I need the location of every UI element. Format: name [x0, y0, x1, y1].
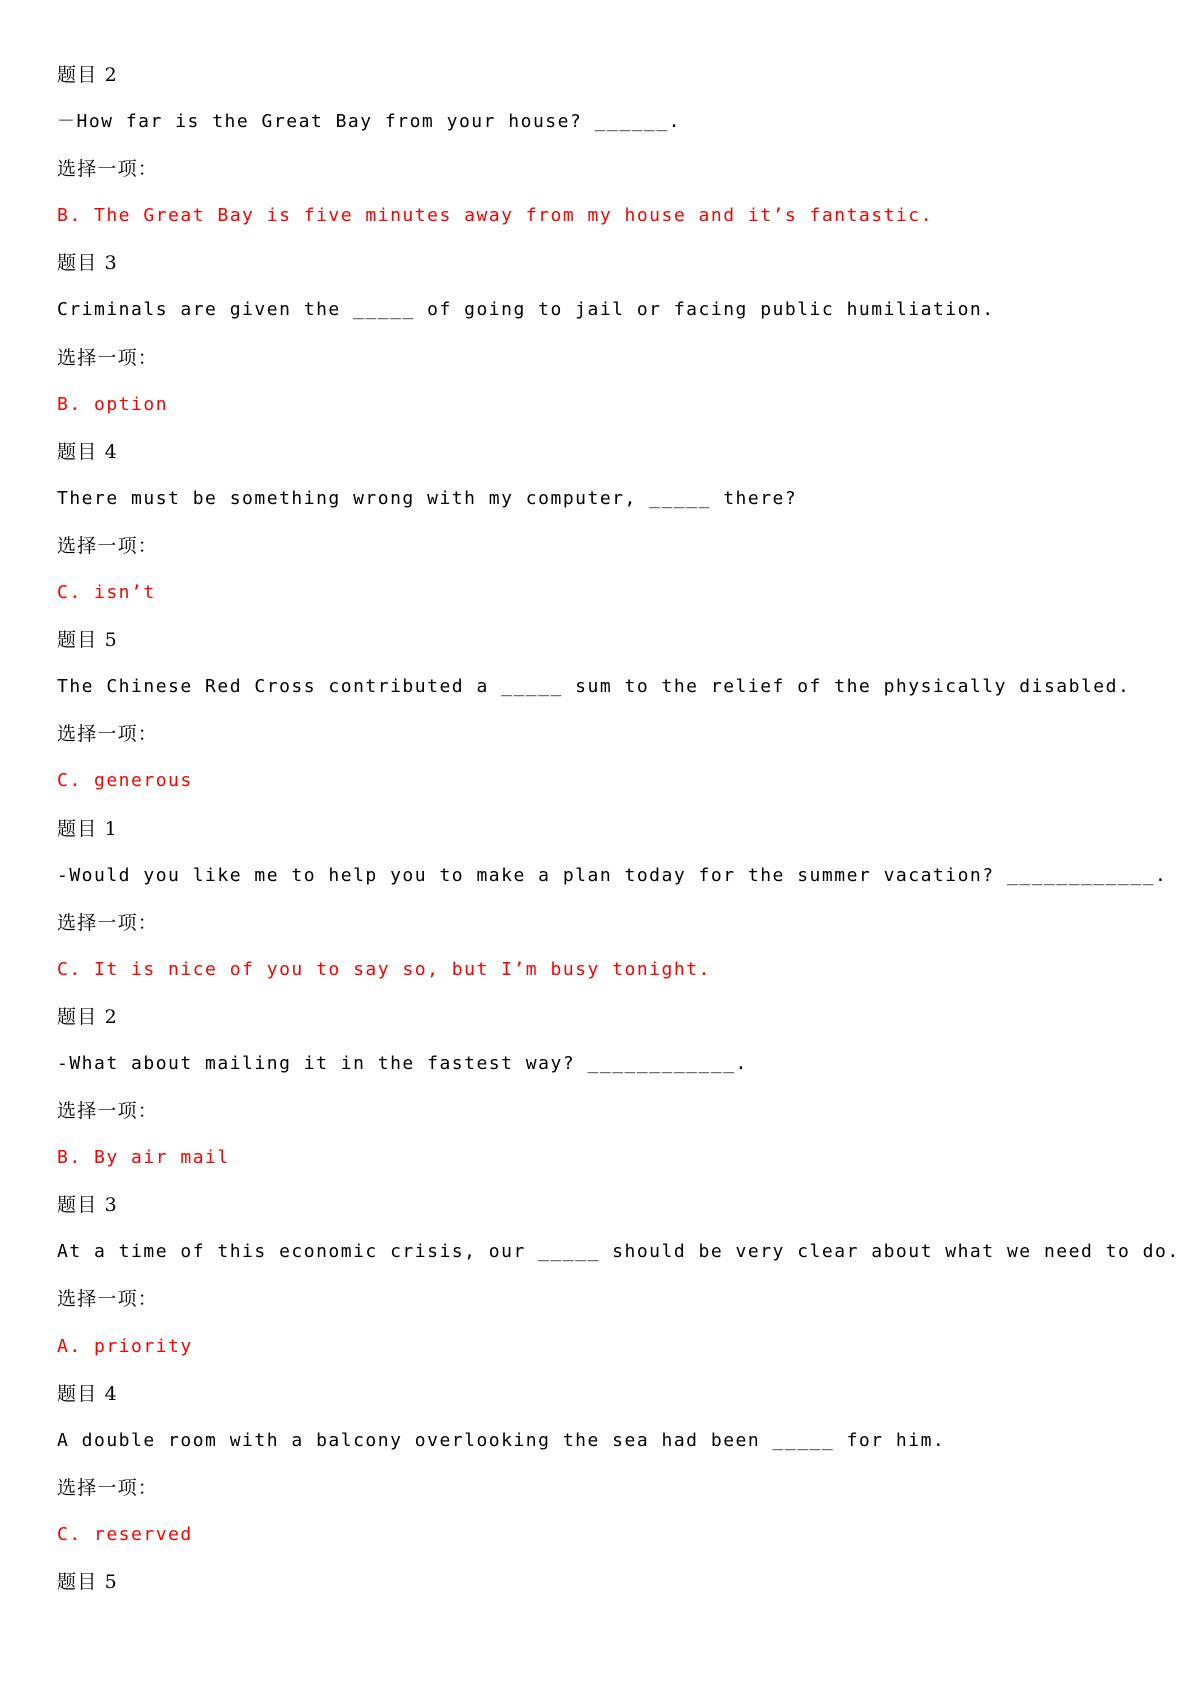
question-title: 题目 4	[57, 1382, 118, 1405]
question-stem: -Would you like me to help you to make a plan today for the summer vacation? ____________.	[57, 864, 1168, 886]
question-block	[57, 817, 1168, 1006]
question-title: 题目 2	[57, 1005, 118, 1028]
question-title: 题目 3	[57, 252, 118, 275]
question-block	[57, 629, 1137, 817]
choose-one-prompt: 选择一项：	[57, 1288, 159, 1311]
question-stem: The Chinese Red Cross contributed a _____ sum to the relief of the physically disabled.	[57, 676, 1131, 698]
question-block	[57, 1383, 1137, 1571]
choose-one-prompt: 选择一项：	[57, 158, 159, 181]
choose-one-prompt: 选择一项：	[57, 534, 159, 557]
question-stem: At a time of this economic crisis, our _____ should be very clear about what we need to do.	[57, 1241, 1180, 1263]
question-title: 题目 1	[57, 817, 118, 840]
answer-text: C. It is nice of you to say so, but I’m busy tonight.	[57, 958, 711, 980]
choose-one-prompt: 选择一项：	[57, 911, 159, 934]
question-block	[57, 64, 1137, 252]
choose-one-prompt: 选择一项：	[57, 346, 159, 369]
answer-text: C. generous	[57, 770, 193, 792]
question-block	[57, 1006, 1137, 1194]
answer-text: B. option	[57, 393, 169, 415]
answer-text: C. isn’t	[57, 582, 156, 604]
question-stem: Criminals are given the _____ of going to jail or facing public humiliation.	[57, 299, 995, 321]
question-title: 题目 4	[57, 440, 118, 463]
choose-one-prompt: 选择一项：	[57, 1100, 159, 1123]
question-title: 题目 2	[57, 64, 118, 86]
answer-text: A. priority	[57, 1335, 193, 1357]
choose-one-prompt: 选择一项：	[57, 1476, 159, 1499]
question-block	[57, 441, 1137, 629]
question-title: 题目 5	[57, 1571, 118, 1593]
question-stem: -What about mailing it in the fastest way? ____________.	[57, 1052, 748, 1074]
question-stem: －How far is the Great Bay from your house? ______.	[57, 111, 682, 133]
answer-text: B. The Great Bay is five minutes away from my house and it’s fantastic.	[57, 205, 933, 227]
question-stem: A double room with a balcony overlooking the sea had been _____ for him.	[57, 1429, 946, 1451]
question-stem: There must be something wrong with my computer, _____ there?	[57, 487, 798, 509]
quiz-document	[57, 64, 1180, 1618]
choose-one-prompt: 选择一项：	[57, 723, 159, 746]
question-block	[57, 1194, 1180, 1382]
answer-text: C. reserved	[57, 1523, 193, 1545]
answer-text: B. By air mail	[57, 1147, 230, 1169]
question-block	[57, 252, 1137, 440]
question-title: 题目 5	[57, 629, 118, 652]
question-title: 题目 3	[57, 1194, 118, 1217]
